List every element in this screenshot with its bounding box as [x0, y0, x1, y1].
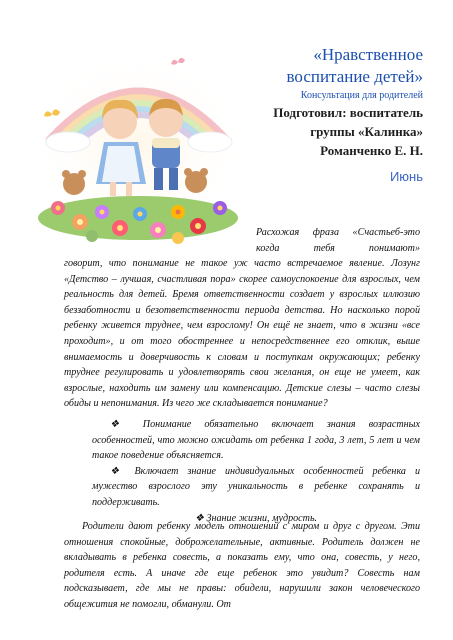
- title-line-2: воспитание детей»: [286, 67, 423, 86]
- author-line-1: Подготовил: воспитатель: [273, 105, 423, 120]
- subtitle: Консультация для родителей: [300, 90, 423, 101]
- paragraph-2: Родители дают ребенку модель отношений с миром и друг с другом. Эти отношения спокойные, доброжелательные, активные. Родитель должен не вкладывать в ребенка совесть, а показать ему, что она, совесть, у него, родителя есть. А иначе где еще ребенок это увидит? Совесть нам подсказывает, где мы не правы: обидели, нарушили закон человеческого общежития не помогли, обманули. От: [64, 521, 420, 610]
- bullet-item: ❖ Включает знание индивидуальных особенностей ребенка и мужество взрослого эту уникальность в ребенке сохранять и поддерживать.: [92, 465, 420, 508]
- author-line-2: группы «Калинка»: [310, 124, 423, 139]
- intro-paragraph: говорит, что понимание не такое уж часто встречаемое явление. Лозунг «Детство – лучшая, счастливая пора» скорее самоуспокоение для взрослых, чем реальность для детей. Бремя ответственности создает у взрослых иллюзию беззаботности и безответственности периода детства. Но насколько порой ребенку живется труднее, чем взрослому! Он ещё не знает, что в жизни «все проходит», и от того обостреннее и непосредственнее его отклик, выше внимаемость и доверчивость к словам и поступкам окружающих; ребенку труднее регулировать и удовлетворять свои желания, он еще не умеет, как взрослые, находить им замену или компенсацию. Детские слезы – часто слезы обиды и непонимания. Из чего же складывается понимание?: [64, 258, 420, 410]
- author-line-3: Романченко Е. Н.: [320, 143, 423, 158]
- document-header: [208, 44, 423, 184]
- bullet-item: ❖ Знание жизни, мудрость.: [194, 512, 318, 524]
- month-label: Июнь: [389, 169, 423, 184]
- title-line-1: «Нравственное: [313, 45, 423, 64]
- bullet-item: ❖ Понимание обязательно включает знания возрастных особенностей, что можно ожидать от ребенка 1 года, 3 лет, 5 лет и чем такое поведение объясняется.: [92, 419, 420, 462]
- bullet-list: [92, 417, 420, 526]
- intro-lead: Расхожая фраза «Счастьеб-это когда тебя понимают»: [256, 227, 420, 254]
